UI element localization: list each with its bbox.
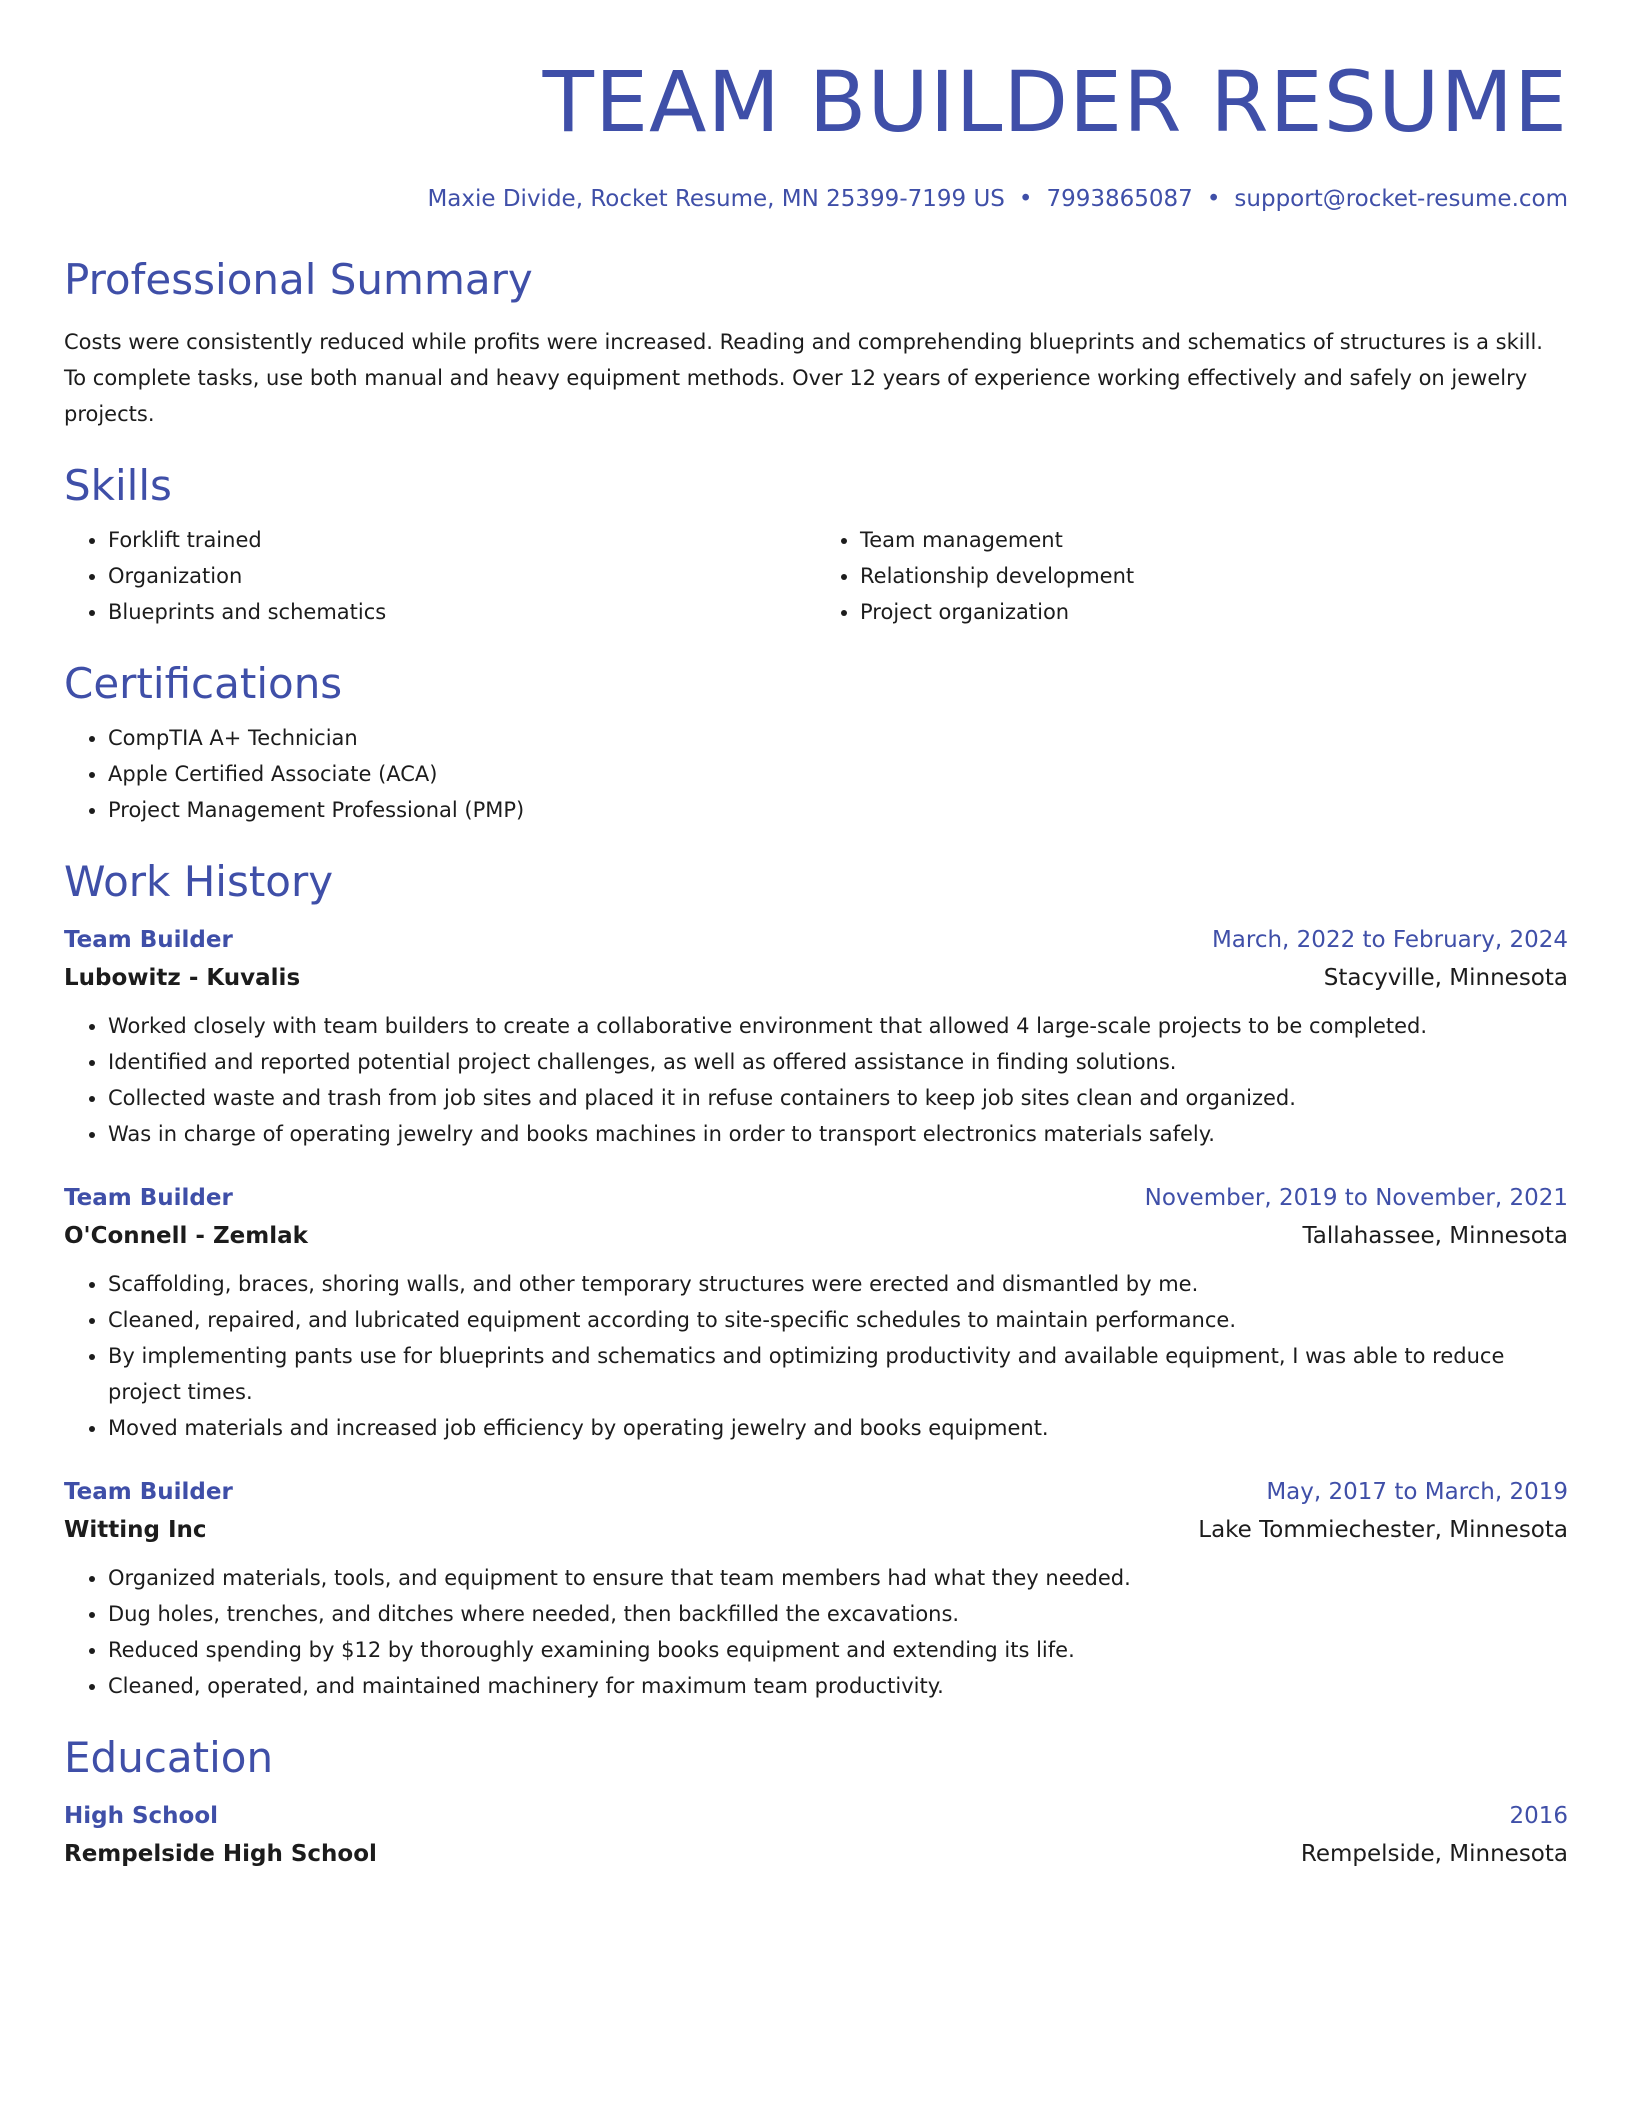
- skills-list-right: [816, 522, 1568, 630]
- job-bullet: • Identified and reported potential project challenges, as well as offered assistance in finding solutions.: [108, 1044, 1568, 1080]
- job-location: Lake Tommiechester, Minnesota: [1198, 1517, 1568, 1543]
- job-bullet: • Cleaned, repaired, and lubricated equipment according to site-specific schedules to maintain performance.: [108, 1302, 1568, 1338]
- contact-address: Maxie Divide, Rocket Resume, MN 25399-7199 US: [427, 186, 1005, 212]
- education-location: Rempelside, Minnesota: [1300, 1841, 1568, 1867]
- skill-item: • Team management: [860, 522, 1568, 558]
- summary-text: Costs were consistently reduced while profits were increased. Reading and comprehending blueprints and schematics of structures is a skill. To complete tasks, use both manual and heavy equipment methods. Over 12 years of experience working effectively and safely on jewelry projects.: [64, 330, 1543, 426]
- job-bullet: • Reduced spending by $12 by thoroughly examining books equipment and extending its life.: [108, 1632, 1568, 1668]
- company-name: Witting Inc: [64, 1517, 207, 1543]
- skills-heading: Skills: [64, 461, 172, 510]
- job-bullet: • Scaffolding, braces, shoring walls, and other temporary structures were erected and dismantled by me.: [108, 1266, 1568, 1302]
- job-bullet: • Organized materials, tools, and equipment to ensure that team members had what they needed.: [108, 1560, 1568, 1596]
- education-year: 2016: [1509, 1803, 1568, 1829]
- job-location: Tallahassee, Minnesota: [1302, 1223, 1568, 1249]
- skill-item: • Organization: [108, 558, 816, 594]
- education-heading: Education: [64, 1733, 274, 1782]
- company-row: [64, 958, 1568, 998]
- education-school-row: [64, 1834, 1568, 1874]
- skill-item: • Relationship development: [860, 558, 1568, 594]
- company-name: Lubowitz - Kuvalis: [64, 965, 301, 991]
- job-entry: [64, 1180, 1568, 1446]
- job-bullet: • Collected waste and trash from job sites and placed it in refuse containers to keep job sites clean and organized.: [108, 1080, 1568, 1116]
- summary-heading: Professional Summary: [64, 255, 533, 304]
- job-entry: [64, 1474, 1568, 1704]
- job-bullets: [64, 1266, 1568, 1446]
- company-name: O'Connell - Zemlak: [64, 1223, 308, 1249]
- job-bullet: • Cleaned, operated, and maintained machinery for maximum team productivity.: [108, 1668, 1568, 1704]
- company-row: [64, 1510, 1568, 1550]
- job-bullet: • Moved materials and increased job efficiency by operating jewelry and books equipment.: [108, 1410, 1568, 1446]
- job-dates: March, 2022 to February, 2024: [1211, 927, 1568, 953]
- job-bullets: [64, 1008, 1568, 1152]
- job-bullet: • By implementing pants use for blueprints and schematics and optimizing productivity and available equipment, I was able to reduce project times.: [108, 1338, 1568, 1410]
- contact-line: [64, 184, 1568, 214]
- certifications-heading: Certifications: [64, 659, 343, 708]
- job-bullets: [64, 1560, 1568, 1704]
- contact-separator: •: [1206, 186, 1221, 212]
- skill-item: • Forklift trained: [108, 522, 816, 558]
- job-title-row: [64, 1474, 1568, 1510]
- skill-item: • Project organization: [860, 594, 1568, 630]
- work-history-heading: Work History: [64, 857, 334, 906]
- job-dates: May, 2017 to March, 2019: [1266, 1479, 1568, 1505]
- job-title-row: [64, 1180, 1568, 1216]
- certification-item: • Project Management Professional (PMP): [108, 792, 1568, 828]
- education-school: Rempelside High School: [64, 1841, 377, 1867]
- skills-list-left: [64, 522, 816, 630]
- resume-title: TEAM BUILDER RESUME: [542, 53, 1568, 151]
- certification-item: • Apple Certified Associate (ACA): [108, 756, 1568, 792]
- contact-email: support@rocket-resume.com: [1234, 186, 1568, 212]
- skill-item: • Blueprints and schematics: [108, 594, 816, 630]
- job-title-row: [64, 922, 1568, 958]
- job-dates: November, 2019 to November, 2021: [1144, 1185, 1568, 1211]
- education-degree: High School: [64, 1803, 219, 1829]
- job-title: Team Builder: [64, 1185, 233, 1211]
- job-bullet: • Worked closely with team builders to create a collaborative environment that allowed 4 large-scale projects to be completed.: [108, 1008, 1568, 1044]
- certifications-list: [64, 720, 1568, 828]
- company-row: [64, 1216, 1568, 1256]
- certification-item: • CompTIA A+ Technician: [108, 720, 1568, 756]
- job-entry: [64, 922, 1568, 1152]
- contact-phone: 7993865087: [1046, 186, 1193, 212]
- education-degree-row: [64, 1798, 1568, 1834]
- skills-grid: [64, 522, 1568, 630]
- job-title: Team Builder: [64, 927, 233, 953]
- job-title: Team Builder: [64, 1479, 233, 1505]
- contact-separator: •: [1018, 186, 1033, 212]
- job-bullet: • Dug holes, trenches, and ditches where needed, then backfilled the excavations.: [108, 1596, 1568, 1632]
- job-bullet: • Was in charge of operating jewelry and books machines in order to transport electronics materials safely.: [108, 1116, 1568, 1152]
- job-location: Stacyville, Minnesota: [1323, 965, 1568, 991]
